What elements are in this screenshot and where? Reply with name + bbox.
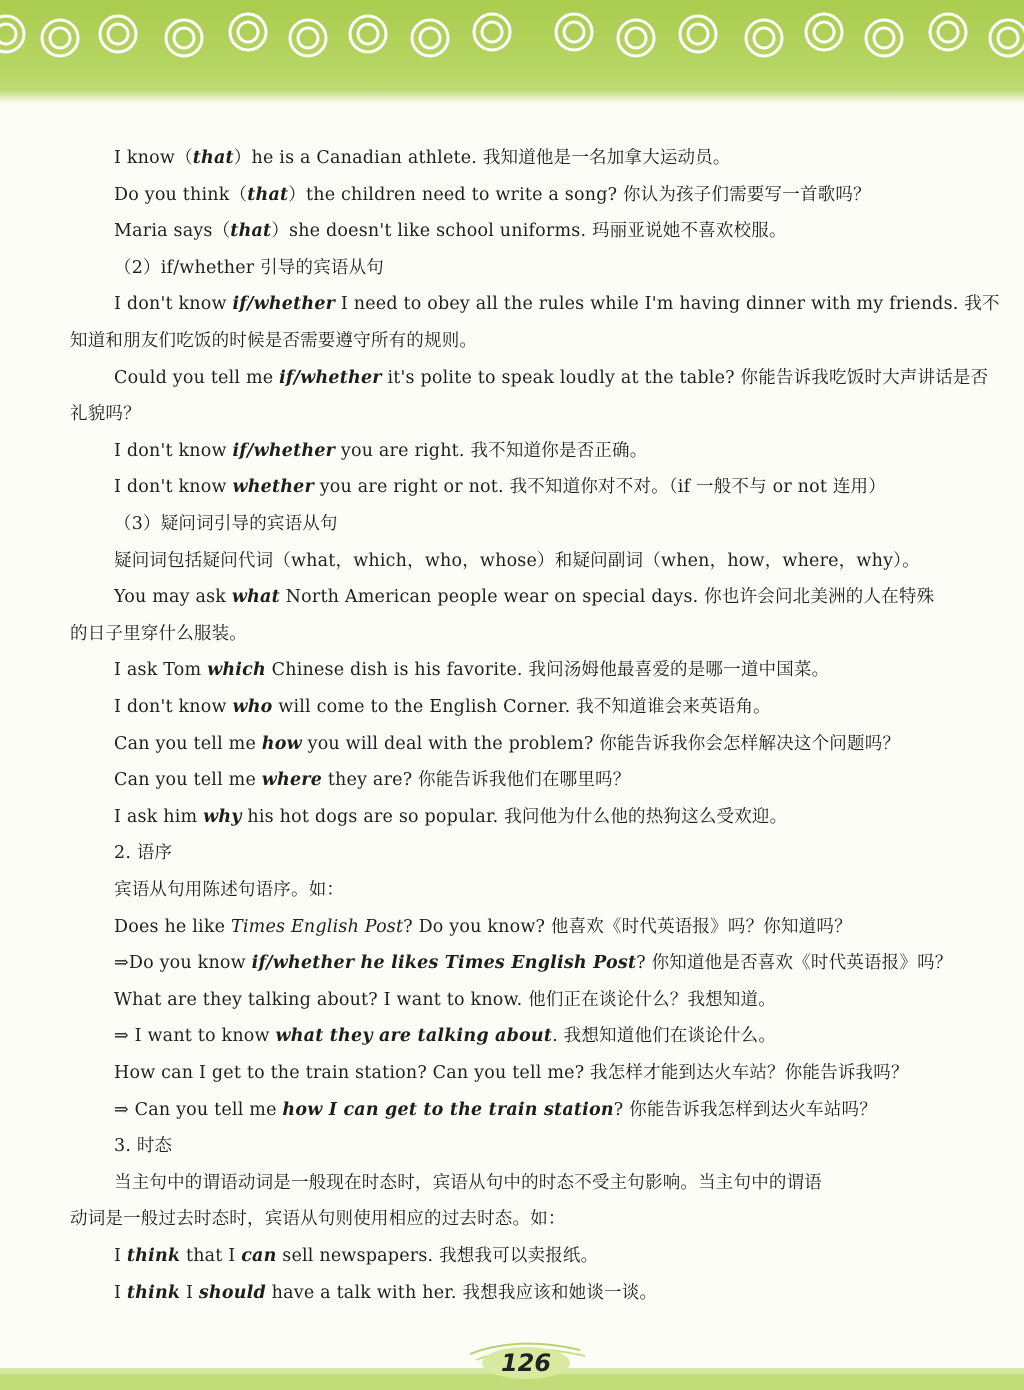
- line-text: （3）疑问词引导的宾语从句: [114, 514, 338, 534]
- line-text: I don't know: [114, 440, 233, 461]
- line-text: that I: [180, 1246, 242, 1266]
- text-line: [114, 250, 384, 287]
- line-text: Do you think（: [114, 184, 248, 205]
- circle-icon: [166, 20, 202, 56]
- text-line: [70, 1201, 566, 1238]
- emphasis-text: should: [198, 1282, 266, 1303]
- emphasis-text: if/whether: [232, 440, 336, 461]
- text-line: [114, 433, 647, 470]
- circle-icon: [350, 16, 386, 52]
- text-line: [114, 177, 871, 214]
- text-line: [114, 579, 934, 616]
- line-text: I ask Tom: [114, 660, 208, 681]
- line-text: I: [180, 1282, 199, 1303]
- text-line: [114, 140, 731, 177]
- line-text: you are right. 我不知道你是否正确。: [335, 440, 648, 461]
- line-text: ）the children need to write a song? 你认为孩子们需要写一首歌吗？: [288, 184, 871, 205]
- line-text: 当主句中的谓语动词是一般现在时态时，宾语从句中的时态不受主句影响。当主句中的谓语: [114, 1172, 822, 1193]
- text-line: [114, 1238, 598, 1275]
- line-text: How can I get to the train station? Can you tell me? 我怎样才能到达火车站？你能告诉我吗？: [114, 1063, 909, 1083]
- line-text: Does he like: [114, 916, 231, 937]
- line-text: 3. 时态: [114, 1136, 173, 1157]
- line-text: ? 你知道他是否喜欢《时代英语报》吗？: [636, 953, 953, 974]
- circle-icon: [556, 14, 592, 50]
- line-text: Can you tell me: [114, 733, 262, 754]
- line-text: will come to the English Corner. 我不知道谁会来英语角。: [272, 697, 771, 717]
- italic-title: Times English Post: [230, 916, 404, 937]
- text-line: [114, 469, 886, 506]
- line-text: his hot dogs are so popular. 我问他为什么他的热狗这么受欢迎。: [241, 806, 788, 827]
- emphasis-text: whether: [232, 477, 314, 498]
- text-line: [114, 982, 776, 1019]
- text-line: [114, 689, 771, 726]
- band-fade: [0, 90, 1024, 104]
- text-line: [114, 652, 829, 689]
- circle-icon: [990, 20, 1024, 56]
- line-text: You may ask: [114, 587, 232, 608]
- line-text: Could you tell me: [114, 367, 280, 388]
- text-line: [114, 1275, 657, 1312]
- emphasis-text: how: [261, 733, 302, 754]
- line-text: 2. 语序: [114, 843, 173, 864]
- emphasis-text: how I can get to the train station: [282, 1099, 614, 1120]
- line-text: I ask him: [114, 806, 204, 827]
- text-line: [114, 1165, 822, 1202]
- text-line: [114, 1128, 172, 1165]
- text-line: [114, 506, 338, 543]
- line-text: I don't know: [114, 294, 233, 315]
- page-number: 126: [500, 1349, 552, 1377]
- text-line: [70, 616, 247, 653]
- emphasis-text: if/whether: [279, 367, 382, 388]
- emphasis-text: if/whether: [232, 294, 336, 315]
- line-text: it's polite to speak loudly at the table? 你能告诉我吃饭时大声讲话是否: [381, 367, 989, 388]
- circle-icon: [100, 16, 136, 52]
- line-text: 宾语从句用陈述句语序。如：: [114, 880, 345, 900]
- line-text: Can you tell me: [114, 770, 262, 791]
- line-text: North American people wear on special days. 你也许会问北美洲的人在特殊: [279, 587, 935, 608]
- line-text: sell newspapers. 我想我可以卖报纸。: [276, 1246, 599, 1266]
- text-line: [114, 1092, 877, 1129]
- line-text: （2）if/whether 引导的宾语从句: [114, 257, 384, 278]
- line-text: What are they talking about? I want to know. 他们正在谈论什么？我想知道。: [114, 989, 776, 1010]
- text-line: [70, 396, 141, 433]
- text-line: [114, 945, 952, 982]
- text-line: [114, 762, 630, 799]
- line-text: 知道和朋友们吃饭的时候是否需要遵守所有的规则。: [70, 331, 478, 351]
- emphasis-text: that: [192, 148, 234, 168]
- line-text: I: [114, 1282, 127, 1303]
- circle-icon: [746, 20, 782, 56]
- emphasis-text: that: [230, 221, 272, 242]
- text-line: [114, 835, 172, 872]
- circle-icon: [0, 16, 24, 52]
- circle-icon: [474, 14, 510, 50]
- line-text: I know（: [114, 148, 193, 168]
- line-text: Maria says（: [114, 221, 231, 242]
- circle-icon: [42, 20, 78, 56]
- circle-icon: [412, 20, 448, 56]
- line-text: I don't know: [114, 477, 233, 498]
- line-text: I: [114, 1246, 127, 1266]
- text-line: [114, 799, 787, 836]
- circle-icon: [230, 14, 266, 50]
- emphasis-text: where: [261, 770, 323, 791]
- line-text: ）she doesn't like school uniforms. 玛丽亚说她不喜欢校服。: [271, 221, 787, 242]
- line-text: ? 你能告诉我怎样到达火车站吗？: [613, 1099, 877, 1120]
- line-text: 动词是一般过去时态时，宾语从句则使用相应的过去时态。如：: [70, 1209, 566, 1230]
- line-text: you will deal with the problem? 你能告诉我你会怎样解决这个问题吗？: [301, 733, 901, 754]
- line-text: ）he is a Canadian athlete. 我知道他是一名加拿大运动员。: [233, 148, 731, 168]
- emphasis-text: think: [126, 1246, 181, 1266]
- line-text: ⇒ I want to know: [114, 1026, 276, 1047]
- text-line: [114, 360, 988, 397]
- line-text: I need to obey all the rules while I'm having dinner with my friends. 我不: [335, 294, 1000, 315]
- circle-icon: [290, 20, 326, 56]
- line-text: 的日子里穿什么服装。: [70, 623, 247, 644]
- emphasis-text: can: [241, 1246, 277, 1266]
- line-text: I don't know: [114, 697, 233, 717]
- emphasis-text: why: [203, 806, 242, 827]
- text-line: [70, 323, 477, 360]
- circle-pattern: [0, 0, 1024, 70]
- text-line: [114, 1055, 909, 1092]
- emphasis-text: which: [207, 660, 266, 681]
- text-line: [114, 726, 900, 763]
- emphasis-text: who: [232, 697, 273, 717]
- line-text: they are? 你能告诉我他们在哪里吗？: [322, 770, 631, 791]
- circle-icon: [806, 14, 842, 50]
- emphasis-text: if/whether he likes Times English Post: [251, 953, 637, 974]
- text-line: [114, 213, 787, 250]
- emphasis-text: that: [247, 184, 289, 205]
- text-line: [114, 872, 344, 909]
- circle-pattern-svg: [0, 0, 1024, 70]
- line-text: 疑问词包括疑问代词（what，which，who，whose）和疑问副词（when，how，where，why）。: [114, 550, 920, 571]
- emphasis-text: think: [126, 1282, 181, 1303]
- line-text: have a talk with her. 我想我应该和她谈一谈。: [265, 1282, 658, 1303]
- line-text: 礼貌吗？: [70, 404, 141, 425]
- line-text: ⇒Do you know: [114, 953, 252, 974]
- circle-icon: [618, 20, 654, 56]
- circle-icon: [680, 16, 716, 52]
- circle-icon: [930, 14, 966, 50]
- line-text: ? Do you know? 他喜欢《时代英语报》吗？你知道吗？: [403, 916, 852, 937]
- emphasis-text: what they are talking about: [275, 1026, 553, 1047]
- top-decorative-band: [0, 0, 1024, 104]
- line-text: you are right or not. 我不知道你对不对。（if 一般不与 or not 连用）: [313, 477, 886, 498]
- line-text: . 我想知道他们在谈论什么。: [552, 1026, 777, 1047]
- line-text: ⇒ Can you tell me: [114, 1099, 283, 1120]
- text-line: [114, 909, 852, 946]
- text-line: [114, 1018, 776, 1055]
- line-text: Chinese dish is his favorite. 我问汤姆他最喜爱的是哪一道中国菜。: [265, 660, 830, 681]
- circle-icon: [866, 20, 902, 56]
- text-line: [114, 543, 920, 580]
- emphasis-text: what: [231, 587, 280, 608]
- text-line: [114, 286, 1000, 323]
